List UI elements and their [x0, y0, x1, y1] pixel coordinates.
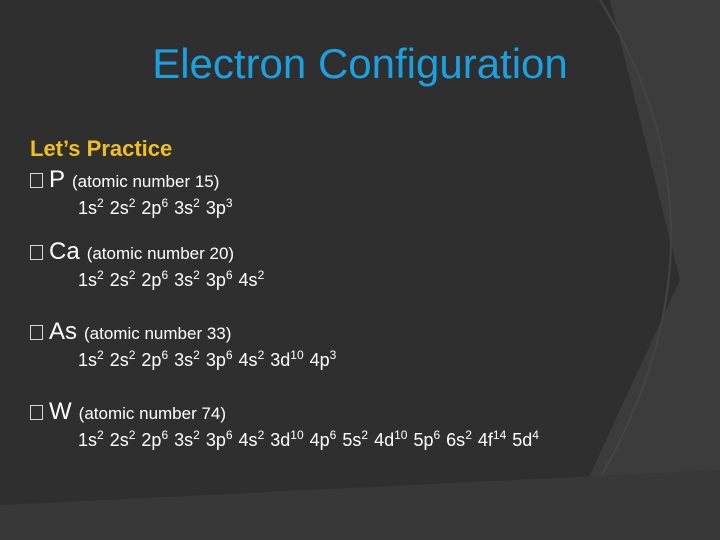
electron-count: 3 [225, 196, 233, 210]
electron-count: 2 [97, 196, 104, 210]
electron-count: 10 [290, 348, 304, 362]
bg-bottom-band [0, 470, 720, 540]
orbital-term [141, 198, 168, 219]
orbital-term [310, 430, 337, 451]
electron-count: 2 [193, 428, 200, 442]
orbital-term [174, 350, 200, 371]
orbital-label: 1s [78, 430, 98, 450]
orbital-label: 4s [238, 270, 258, 290]
orbital-term [174, 270, 200, 291]
orbital-label: 2p [141, 430, 162, 450]
orbital-label: 5d [512, 430, 533, 450]
orbital-label: 2p [141, 270, 162, 290]
orbital-term [141, 270, 168, 291]
atomic-number: (atomic number 74) [78, 404, 227, 423]
orbital-label: 4d [374, 430, 395, 450]
electron-count: 10 [394, 428, 408, 442]
orbital-label: 3p [205, 430, 226, 450]
orbital-term [239, 430, 265, 451]
list-item [30, 318, 342, 371]
electron-count: 6 [161, 268, 169, 282]
orbital-term [141, 430, 168, 451]
electron-count: 2 [257, 428, 265, 442]
orbital-label: 5s [342, 430, 362, 450]
orbital-term [174, 198, 200, 219]
electron-count: 6 [161, 348, 169, 362]
electron-count: 2 [128, 428, 136, 442]
element-heading [30, 318, 342, 346]
element-symbol: As [49, 318, 78, 345]
orbital-term [78, 270, 104, 291]
orbital-term [78, 350, 104, 371]
orbital-label: 1s [78, 350, 98, 370]
orbital-term [270, 350, 303, 371]
electron-count: 2 [193, 268, 200, 282]
orbital-term [374, 430, 407, 451]
orbital-label: 4s [238, 350, 258, 370]
orbital-label: 2p [141, 198, 162, 218]
section-subtitle: Let’s Practice [30, 136, 173, 161]
element-symbol: Ca [49, 238, 80, 265]
orbital-label: 1s [78, 198, 98, 218]
checkbox-outline-icon [30, 325, 43, 340]
element-symbol: W [49, 398, 72, 425]
electron-count: 2 [257, 348, 265, 362]
slide-title: Electron Configuration [152, 40, 568, 87]
orbital-label: 4p [309, 350, 330, 370]
list-item [30, 166, 239, 219]
orbital-term [270, 430, 303, 451]
orbital-term [78, 198, 104, 219]
orbital-term [206, 270, 233, 291]
orbital-label: 3s [174, 430, 194, 450]
checkbox-outline-icon [30, 245, 43, 260]
electron-count: 6 [433, 428, 441, 442]
element-symbol: P [49, 166, 66, 193]
electron-configuration [78, 430, 545, 451]
orbital-label: 4f [477, 430, 493, 450]
electron-count: 6 [329, 428, 337, 442]
electron-count: 6 [225, 348, 233, 362]
orbital-label: 5p [413, 430, 434, 450]
electron-count: 6 [225, 428, 233, 442]
electron-count: 2 [128, 196, 136, 210]
orbital-label: 3p [205, 198, 226, 218]
element-heading [30, 398, 545, 426]
electron-count: 6 [225, 268, 233, 282]
orbital-label: 2s [109, 350, 129, 370]
electron-count: 2 [128, 268, 136, 282]
orbital-term [413, 430, 440, 451]
checkbox-outline-icon [30, 173, 43, 188]
orbital-term [342, 430, 368, 451]
orbital-term [206, 430, 233, 451]
orbital-label: 3s [174, 198, 194, 218]
orbital-term [478, 430, 506, 451]
element-heading [30, 166, 239, 194]
electron-count: 2 [128, 348, 136, 362]
orbital-label: 3d [270, 350, 291, 370]
orbital-term [446, 430, 472, 451]
electron-count: 2 [193, 348, 200, 362]
orbital-label: 2s [109, 430, 129, 450]
orbital-label: 3p [205, 270, 226, 290]
atomic-number: (atomic number 33) [84, 324, 232, 343]
electron-count: 2 [97, 428, 104, 442]
electron-count: 2 [97, 348, 104, 362]
orbital-label: 2p [141, 350, 162, 370]
orbital-term [78, 430, 104, 451]
electron-count: 14 [492, 428, 507, 442]
orbital-label: 3s [174, 350, 194, 370]
orbital-label: 3s [174, 270, 194, 290]
orbital-term [110, 270, 136, 291]
orbital-label: 3p [205, 350, 226, 370]
electron-configuration [78, 198, 239, 219]
electron-count: 4 [532, 428, 539, 442]
electron-count: 10 [290, 428, 304, 442]
electron-count: 2 [361, 428, 369, 442]
electron-count: 2 [193, 196, 200, 210]
orbital-label: 2s [109, 270, 129, 290]
orbital-label: 4s [238, 430, 258, 450]
orbital-label: 4p [309, 430, 330, 450]
atomic-number: (atomic number 15) [72, 172, 220, 191]
electron-count: 2 [465, 428, 472, 442]
electron-count: 6 [161, 196, 169, 210]
electron-configuration [78, 270, 270, 291]
orbital-term [310, 350, 337, 371]
list-item [30, 238, 270, 291]
element-heading [30, 238, 270, 266]
atomic-number: (atomic number 20) [86, 244, 235, 263]
orbital-label: 2s [109, 198, 129, 218]
orbital-term [206, 350, 233, 371]
orbital-term [141, 350, 168, 371]
electron-count: 3 [329, 348, 337, 362]
orbital-term [174, 430, 200, 451]
electron-count: 2 [97, 268, 104, 282]
checkbox-outline-icon [30, 405, 43, 420]
electron-configuration [78, 350, 342, 371]
orbital-term [239, 350, 265, 371]
list-item [30, 398, 545, 451]
orbital-label: 6s [446, 430, 466, 450]
orbital-term [110, 198, 136, 219]
orbital-term [110, 350, 136, 371]
orbital-term [239, 270, 265, 291]
orbital-term [512, 430, 539, 451]
orbital-term [206, 198, 233, 219]
electron-count: 2 [257, 268, 265, 282]
electron-count: 6 [161, 428, 169, 442]
orbital-term [110, 430, 136, 451]
orbital-label: 1s [78, 270, 98, 290]
orbital-label: 3d [270, 430, 291, 450]
